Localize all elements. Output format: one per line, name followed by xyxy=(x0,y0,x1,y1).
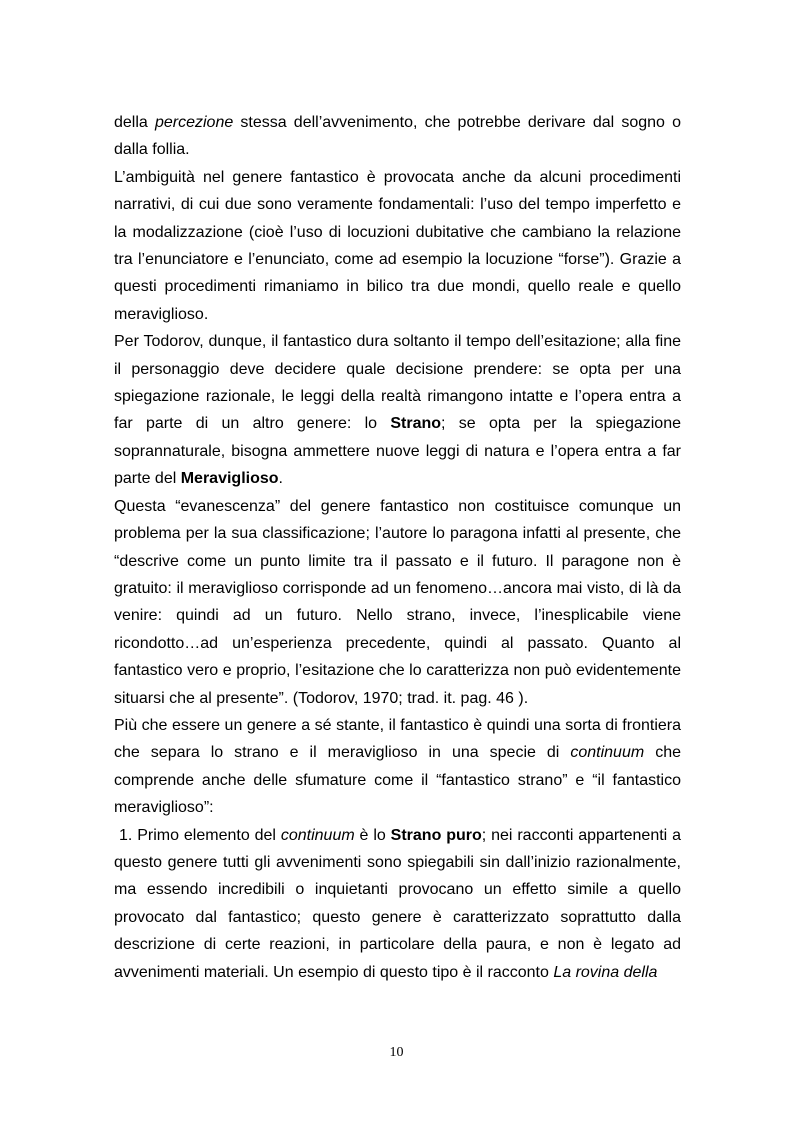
text-run: L’ambiguità nel genere fantastico è provocata anche da alcuni procedimenti narrativi, di cui due sono veramente fondamentali: l’uso del tempo imperfetto e la modalizzazione (cioè l’uso di locuzioni dubitative che cambiano la relazione tra l’enunciatore e l’enunciato, come ad esempio la locuzione “forse”). Grazie a questi procedimenti rimaniamo in bilico tra due mondi, quello reale e quello meraviglioso. xyxy=(114,168,681,323)
text-run: della xyxy=(114,114,155,131)
list-item xyxy=(114,822,681,986)
text-run: ; se opta per la spiegazione soprannaturale, bisogna ammettere nuove leggi di natura e l’opera entra a far parte del xyxy=(114,415,682,488)
page-number: 10 xyxy=(389,1045,404,1060)
italic-text: continuum xyxy=(280,826,355,844)
italic-text: continuum xyxy=(570,744,645,762)
bold-text: Meraviglioso xyxy=(180,470,279,488)
paragraph xyxy=(114,328,681,492)
text-run: ; nei racconti appartenenti a questo genere tutti gli avvenimenti sono spiegabili sin dall’inizio razionalmente, ma essendo incredibili o inquietanti provocano un effetto simile a quello provocato dal fantastico; questo genere è caratterizzato soprattutto dalla descrizione di certe reazioni, in particolare della paura, e non è legato ad avvenimenti materiali. Un esempio di questo tipo è il racconto xyxy=(114,826,681,981)
paragraph xyxy=(114,109,681,164)
text-run: Questa “evanescenza” del genere fantastico non costituisce comunque un problema per la sua classificazione; l’autore lo paragona infatti al presente, che “descrive come un punto limite tra il passato e il futuro. Il paragone non è gratuito: il meraviglioso corrisponde ad un fenomeno…ancora mai visto, di là da venire: quindi ad un futuro. Nello strano, invece, l’inesplicabile viene ricondotto…ad un’esperienza precedente, quindi al passato. Quanto al fantastico vero e proprio, l’esitazione che lo caratterizza non può evidentemente situarsi che al presente”. (Todorov, 1970; trad. it. pag. 46 ). xyxy=(114,497,681,707)
text-run: che comprende anche delle sfumature come il “fantastico strano” e “il fantastico meraviglioso”: xyxy=(114,744,681,817)
italic-text: percezione xyxy=(154,114,234,131)
paragraph xyxy=(114,164,681,328)
paragraph xyxy=(114,493,681,712)
text-run: Primo elemento del xyxy=(137,826,281,844)
body-text xyxy=(114,109,681,822)
text-run: Più che essere un genere a sé stante, il fantastico è quindi una sorta di frontiera che separa lo strano e il meraviglioso in una specie di xyxy=(114,716,681,762)
page-body xyxy=(114,109,681,986)
paragraph xyxy=(114,712,681,822)
text-run: è lo xyxy=(354,826,391,844)
bold-text: Strano xyxy=(390,415,442,433)
text-run: . xyxy=(278,470,283,488)
text-run: stessa dell’avvenimento, che potrebbe derivare dal sogno o dalla follia. xyxy=(114,114,681,159)
italic-text: La rovina della xyxy=(553,963,658,981)
numbered-list xyxy=(114,822,681,986)
text-run: Per Todorov, dunque, il fantastico dura soltanto il tempo dell’esitazione; alla fine il personaggio deve decidere quale decisione prendere: se opta per una spiegazione razionale, le leggi della realtà rimangono intatte e l’opera entra a far parte di un altro genere: lo xyxy=(114,333,681,433)
list-item-number: 1. xyxy=(119,826,133,844)
bold-text: Strano puro xyxy=(390,826,482,844)
